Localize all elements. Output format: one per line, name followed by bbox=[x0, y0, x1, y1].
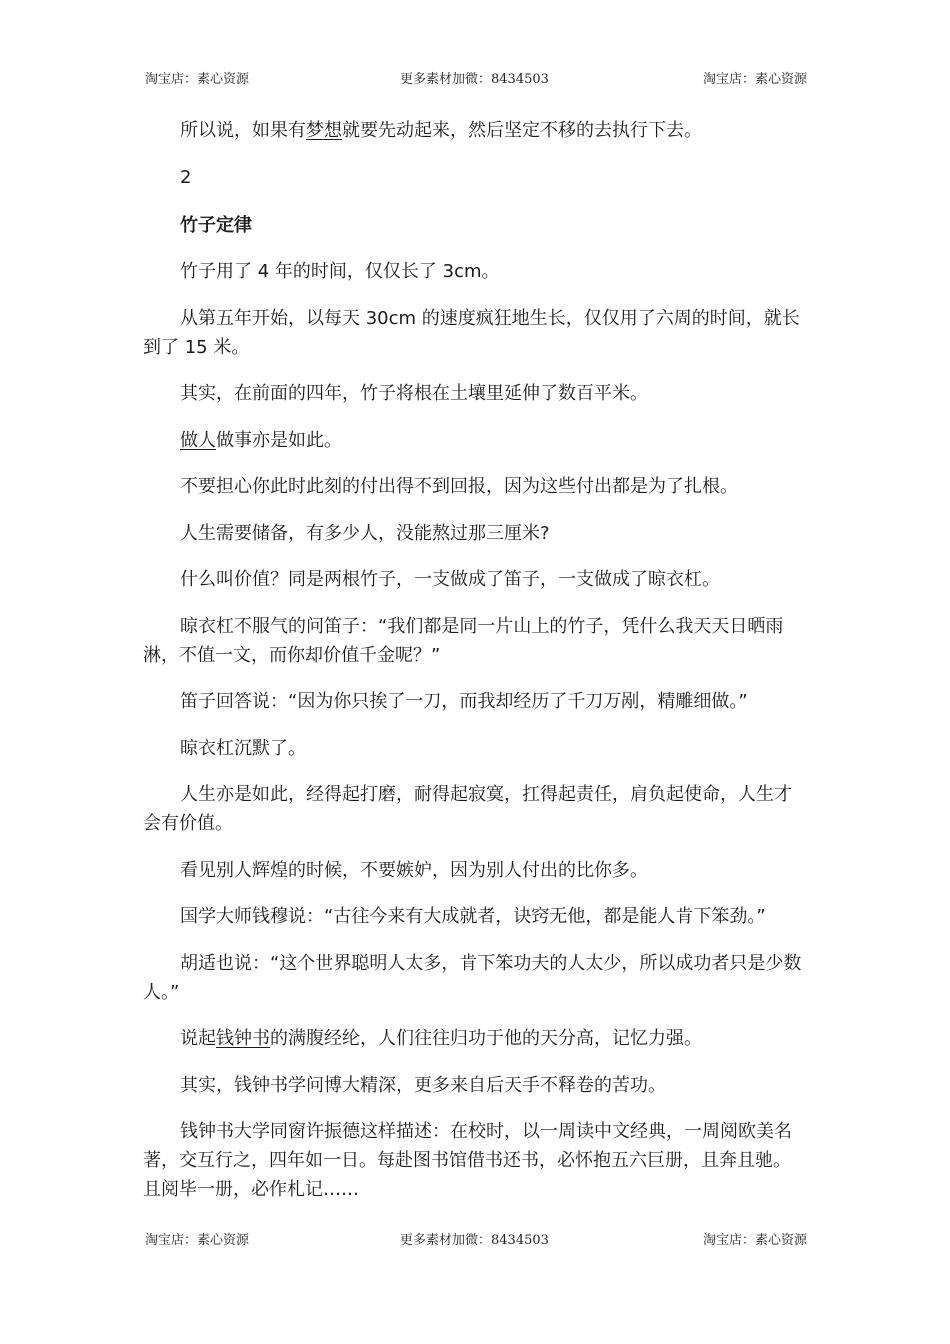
header-right-text: 淘宝店：素心资源 bbox=[702, 72, 807, 87]
section-title: 竹子定律 bbox=[180, 215, 252, 236]
paragraph: 人生亦是如此，经得起打磨，耐得起寂寞，扛得起责任，肩负起使命，人生才会有价值。 bbox=[143, 784, 792, 834]
paragraph: 其实，在前面的四年，竹子将根在土壤里延伸了数百平米。 bbox=[180, 383, 648, 404]
paragraph bbox=[143, 1024, 807, 1053]
paragraph: 不要担心你此时此刻的付出得不到回报，因为这些付出都是为了扎根。 bbox=[180, 476, 738, 497]
link-qian-zhongshu[interactable]: 钱钟书 bbox=[216, 1028, 270, 1049]
paragraph: 其实，钱钟书学问博大精深，更多来自后天手不释卷的苦功。 bbox=[180, 1075, 666, 1096]
paragraph: 晾衣杠不服气的问笛子：“我们都是同一片山上的竹子，凭什么我天天日晒雨淋，不值一文，而你却价值千金呢？” bbox=[143, 616, 784, 666]
footer-right-text: 淘宝店：素心资源 bbox=[702, 1233, 807, 1248]
link-be-a-person[interactable]: 做人 bbox=[180, 430, 216, 451]
paragraph: 笛子回答说：“因为你只挨了一刀，而我却经历了千刀万剐，精雕细做。” bbox=[180, 691, 748, 712]
header-left-text: 淘宝店：素心资源 bbox=[145, 72, 250, 87]
footer-center-text: 更多素材加微：8434503 bbox=[400, 1233, 549, 1248]
paragraph: 什么叫价值？同是两根竹子，一支做成了笛子，一支做成了晾衣杠。 bbox=[180, 569, 720, 590]
text-run: 的满腹经纶，人们往往归功于他的天分高，记忆力强。 bbox=[270, 1028, 702, 1049]
text-run: 所以说，如果有 bbox=[180, 120, 306, 141]
footer-left-text: 淘宝店：素心资源 bbox=[145, 1233, 250, 1248]
header-center-text: 更多素材加微：8434503 bbox=[400, 72, 549, 87]
page-header bbox=[145, 68, 807, 88]
paragraph: 看见别人辉煌的时候，不要嫉妒，因为别人付出的比你多。 bbox=[180, 860, 648, 881]
section-number: 2 bbox=[180, 167, 192, 188]
text-run: 就要先动起来，然后坚定不移的去执行下去。 bbox=[342, 120, 702, 141]
paragraph: 竹子用了 4 年的时间，仅仅长了 3cm。 bbox=[180, 261, 500, 282]
text-run: 做事亦是如此。 bbox=[216, 430, 342, 451]
text-run: 说起 bbox=[180, 1028, 216, 1049]
paragraph bbox=[143, 426, 807, 455]
link-dream[interactable]: 梦想 bbox=[306, 120, 342, 141]
paragraph: 从第五年开始，以每天 30cm 的速度疯狂地生长，仅仅用了六周的时间，就长到了 15 米。 bbox=[143, 308, 800, 358]
document-body bbox=[143, 116, 807, 1204]
paragraph: 晾衣杠沉默了。 bbox=[180, 738, 306, 759]
page-footer bbox=[145, 1229, 807, 1249]
paragraph: 胡适也说：“这个世界聪明人太多，肯下笨功夫的人太少，所以成功者只是少数人。” bbox=[143, 953, 802, 1003]
paragraph: 国学大师钱穆说：“古往今来有大成就者，诀窍无他，都是能人肯下笨劲。” bbox=[180, 906, 766, 927]
paragraph: 人生需要储备，有多少人，没能熬过那三厘米? bbox=[180, 523, 550, 544]
paragraph: 钱钟书大学同窗许振德这样描述：在校时，以一周读中文经典，一周阅欧美名著，交互行之，四年如一日。每赴图书馆借书还书，必怀抱五六巨册，且奔且驰。且阅毕一册，必作札记…… bbox=[143, 1121, 792, 1200]
paragraph bbox=[143, 116, 807, 145]
